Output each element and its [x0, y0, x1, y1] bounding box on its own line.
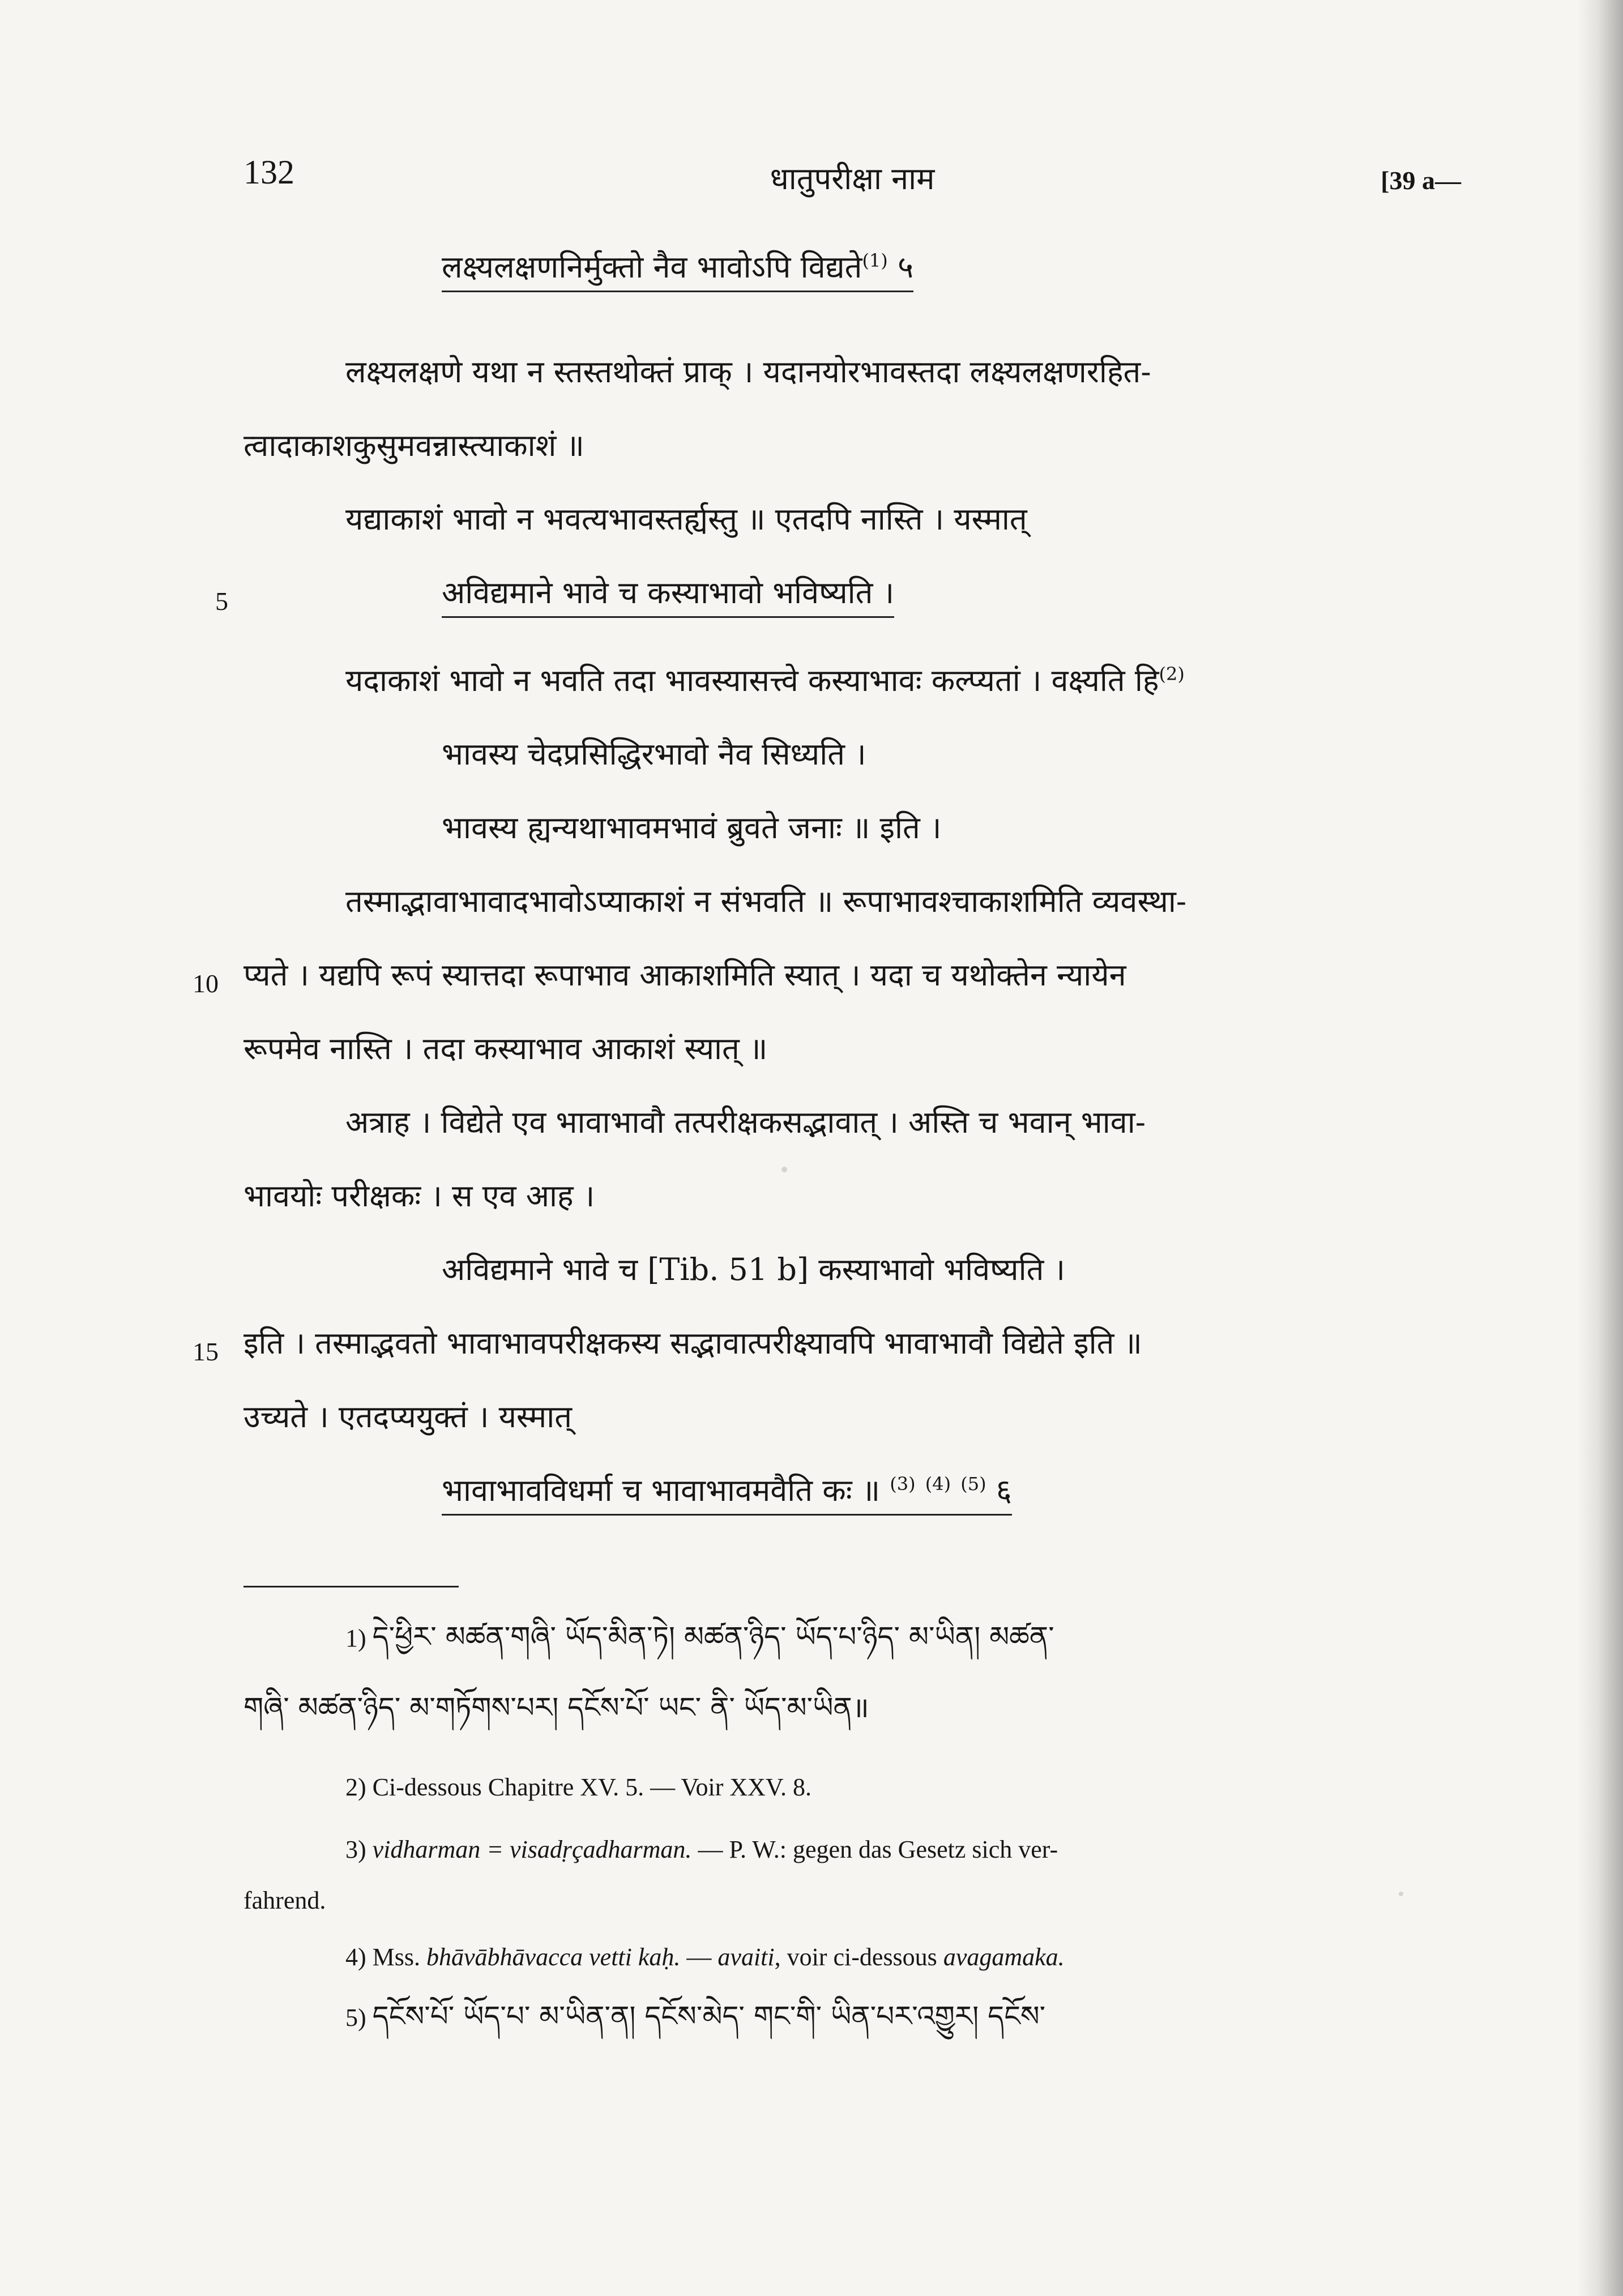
footnote-2: 2) Ci-dessous Chapitre XV. 5. — Voir XXV. 8.	[345, 1773, 812, 1801]
footnote-separator	[244, 1586, 459, 1587]
verse-quote-line: भावस्य ह्यन्यथाभावमभावं ब्रुवते जनाः ॥ इति ।	[442, 810, 942, 846]
footnote-1-cont: གཞི་ མཚན་ཉིད་ མ་གཏོགས་པར། དངོས་པོ་ ཡང་ ནི་ ཡོད་མ་ཡིན॥	[244, 1691, 869, 1724]
verse-quote-line: अविद्यमाने भावे च [Tib. 51 b] कस्याभावो भविष्यति ।	[442, 1252, 1065, 1287]
folio-reference: [39 a—	[1381, 166, 1461, 195]
line-number: 10	[193, 969, 219, 998]
footnote-3: 3) vidharman = visadṛçadharman. — P. W.: gegen das Gesetz sich ver-	[345, 1836, 1058, 1863]
text-line: इति । तस्माद्भवतो भावाभावपरीक्षकस्य सद्भावात्परीक्ष्यावपि भावाभावौ विद्येते इति ॥	[244, 1325, 1142, 1361]
note-ref: (5)	[960, 1473, 986, 1495]
text-line: रूपमेव नास्ति । तदा कस्याभाव आकाशं स्यात् ॥	[244, 1031, 768, 1066]
verse-quote-line: भावस्य चेदप्रसिद्धिरभावो नैव सिध्यति ।	[442, 736, 866, 772]
footnote-5: 5) དངོས་པོ་ ཡོད་པ་ མ་ཡིན་ན། དངོས་མེད་ གང་གི་ ཡིན་པར་འགྱུར། དངོས་	[345, 2000, 1046, 2033]
text-line: लक्ष्यलक्षणे यथा न स्तस्तथोक्तं प्राक् । यदानयोरभावस्तदा लक्ष्यलक्षणरहित-	[345, 354, 1151, 390]
verse-line: लक्ष्यलक्षणनिर्मुक्तो नैव भावोऽपि विद्यते$^{(1)}$ ५	[442, 249, 913, 292]
page-header	[244, 153, 1461, 215]
line-number: 15	[193, 1337, 219, 1366]
verse-line: भावाभावविधर्मा च भावाभावमवैति कः ॥ $^{(3)}$ $^{(4)}$ $^{(5)}$ ६	[442, 1473, 1012, 1516]
text-line: भावयोः परीक्षकः । स एव आह ।	[244, 1178, 595, 1214]
running-title: धातुपरीक्षा नाम	[770, 161, 935, 197]
text-line: यद्याकाशं भावो न भवत्यभावस्तर्ह्यस्तु ॥ एतदपि नास्ति । यस्मात्	[345, 501, 1027, 537]
text-line: यदाकाशं भावो न भवति तदा भावस्यासत्त्वे कस्याभावः कल्प्यतां । वक्ष्यति हि$^{(2)}$	[345, 663, 1185, 698]
text-line: तस्माद्भावाभावादभावोऽप्याकाशं न संभवति ॥ रूपाभावश्चाकाशमिति व्यवस्था-	[345, 884, 1187, 919]
scan-speck	[1399, 1892, 1403, 1896]
text-line: त्वादाकाशकुसुमवन्नास्त्याकाशं ॥	[244, 428, 584, 463]
text-line: प्यते । यद्यपि रूपं स्यात्तदा रूपाभाव आकाशमिति स्यात् । यदा च यथोक्तेन न्यायेन	[244, 957, 1126, 993]
note-ref: (4)	[925, 1473, 951, 1495]
footnote-3-cont: fahrend.	[244, 1887, 326, 1914]
scan-edge-shadow	[1578, 0, 1623, 2296]
text-line: अत्राह । विद्येते एव भावाभावौ तत्परीक्षकसद्भावात् । अस्ति च भवान् भावा-	[345, 1104, 1146, 1140]
verse-line: अविद्यमाने भावे च कस्याभावो भविष्यति ।	[442, 575, 894, 618]
scan-speck	[781, 1167, 787, 1172]
line-number: 5	[215, 587, 228, 616]
note-ref: (2)	[1159, 663, 1185, 685]
note-ref: (3)	[890, 1473, 916, 1495]
note-ref: (1)	[862, 250, 888, 271]
text-line: उच्यते । एतदप्ययुक्तं । यस्मात्	[244, 1399, 572, 1435]
verse-number: ६	[996, 1473, 1012, 1508]
footnote-4: 4) Mss. bhāvābhāvacca vetti kaḥ. — avaiti, voir ci-dessous avagamaka.	[345, 1943, 1065, 1971]
footnote-1: 1) དེ་ཕྱིར་ མཚན་གཞི་ ཡོད་མིན་ཏེ། མཚན་ཉིད་ ཡོད་པ་ཉིད་ མ་ཡིན། མཚན་	[345, 1620, 1054, 1653]
verse-number: ५	[897, 249, 914, 285]
page-number: 132	[244, 153, 294, 191]
